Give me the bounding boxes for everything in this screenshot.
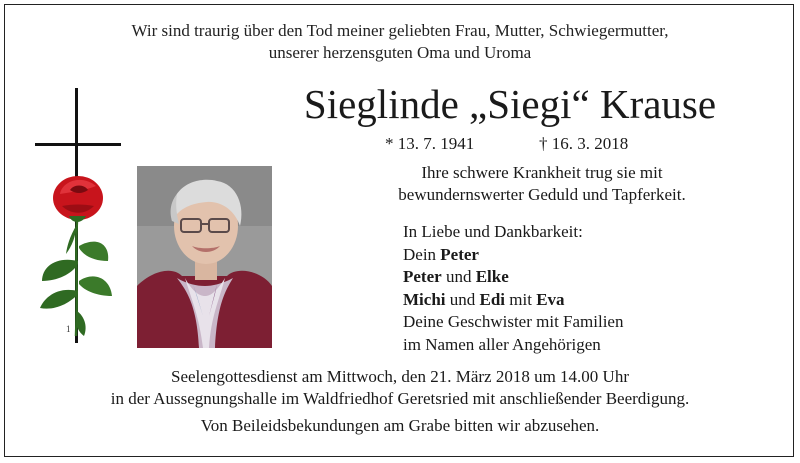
life-dates xyxy=(385,134,629,154)
mourner-line-2 xyxy=(403,266,623,289)
mourner-joiner: mit xyxy=(505,289,537,309)
mourner-name: Edi xyxy=(479,289,506,309)
service-info xyxy=(0,366,800,437)
mourner-name: Peter xyxy=(440,244,479,264)
mourner-line-4: Deine Geschwister mit Familien xyxy=(403,312,624,331)
illness-text xyxy=(270,162,800,206)
portrait-photo xyxy=(137,166,272,348)
mourner-name: Eva xyxy=(536,289,565,309)
deceased-name: Sieglinde „Siegi“ Krause xyxy=(303,81,717,127)
mourner-prefix: Dein xyxy=(403,244,441,264)
intro-line-2: unserer herzensguten Oma und Uroma xyxy=(268,43,532,62)
death-date: † 16. 3. 2018 xyxy=(539,134,629,153)
illness-line-2: bewundernswerter Geduld und Tapferkeit. xyxy=(398,185,686,204)
mourner-name: Michi xyxy=(403,289,446,309)
service-line-3: Von Beileidsbekundungen am Grabe bitten wir abzusehen. xyxy=(200,416,600,435)
mourners-list xyxy=(403,221,623,356)
service-line-1: Seelengottesdienst am Mittwoch, den 21. März 2018 um 14.00 Uhr xyxy=(171,367,629,386)
intro-line-1: Wir sind traurig über den Tod meiner geliebten Frau, Mutter, Schwiegermutter, xyxy=(131,21,669,40)
mourner-joiner: und xyxy=(445,289,480,309)
mourner-line-5: im Namen aller Angehörigen xyxy=(403,334,601,354)
birth-date: * 13. 7. 1941 xyxy=(385,134,475,153)
service-line-2: in der Aussegnungshalle im Waldfriedhof Geretsried mit anschließender Beerdigung. xyxy=(110,389,690,408)
illness-line-1: Ihre schwere Krankheit trug sie mit xyxy=(421,163,663,182)
mourner-line-1 xyxy=(403,244,623,267)
mourner-line-3 xyxy=(403,289,623,312)
intro-text xyxy=(0,20,800,64)
cross-with-rose-icon xyxy=(22,86,132,356)
mourners-intro: In Liebe und Dankbarkeit: xyxy=(403,222,583,241)
mourner-name: Elke xyxy=(475,267,509,286)
svg-text:1: 1 xyxy=(66,324,71,334)
mourner-name: Peter xyxy=(403,267,442,286)
mourner-joiner: und xyxy=(441,267,476,286)
